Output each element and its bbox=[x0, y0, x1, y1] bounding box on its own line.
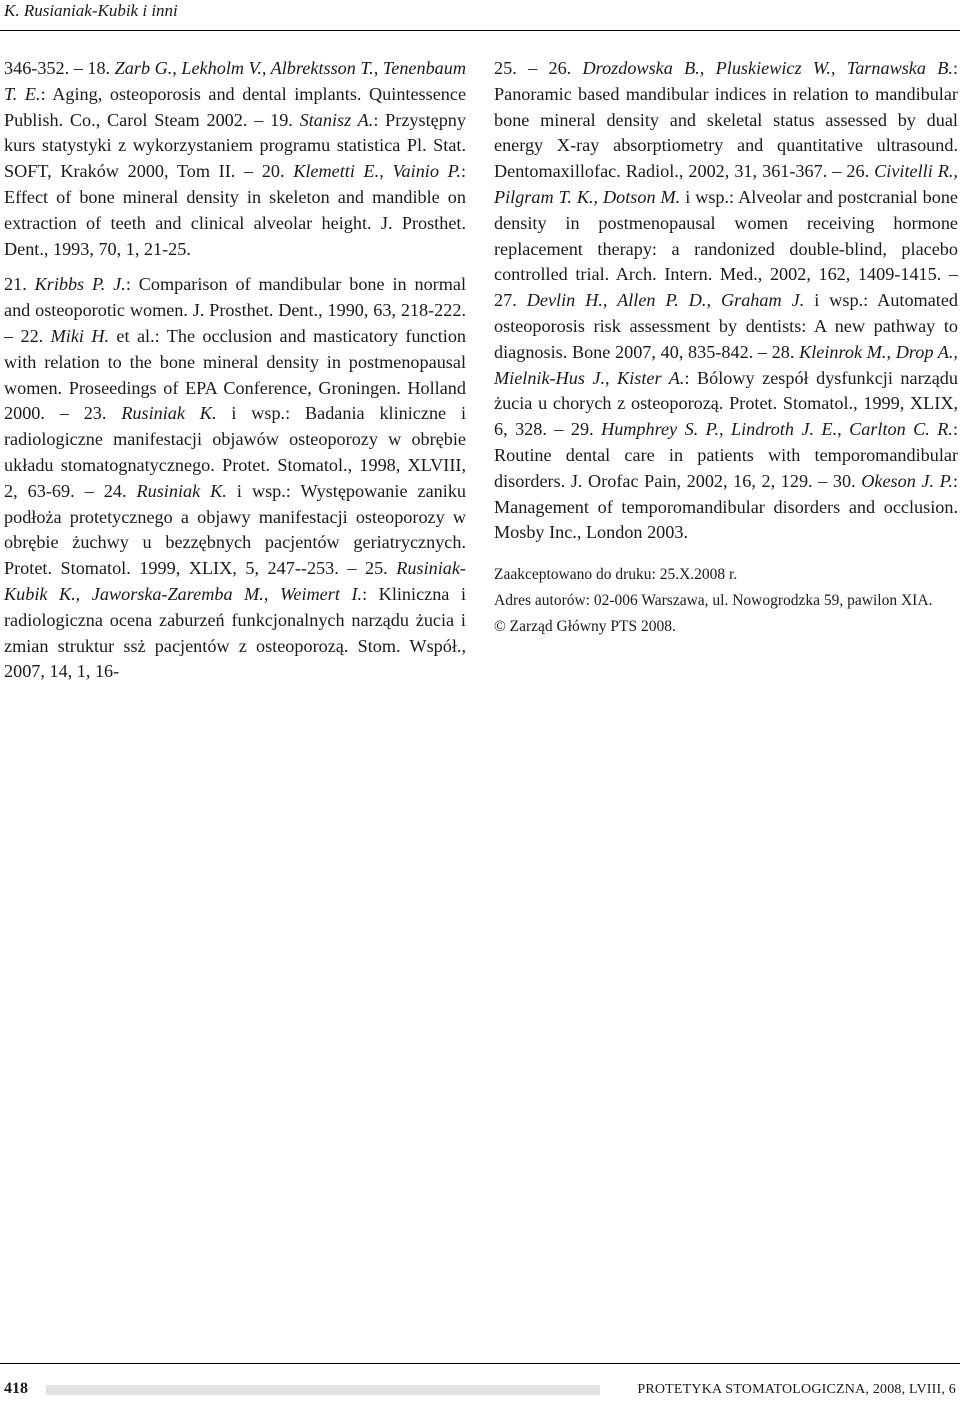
reference-text: i wsp.: Badania kliniczne i radiologiczne manifestacji objawów osteoporozy w obrębie układu stomatognatycznego. Protet. Stomatol., 1998, XLVIII, 2, 63-69. – 24. bbox=[4, 403, 467, 501]
references-paragraph-1 bbox=[4, 56, 466, 262]
reference-text: : Comparison of mandibular bone in normal and osteoporotic women. J. Prosthet. Dent., 1990, 63, 218-222. – 22. bbox=[4, 274, 466, 346]
acceptance-note: Zaakceptowano do druku: 25.X.2008 r. bbox=[494, 566, 738, 584]
footer-divider bbox=[0, 1363, 960, 1364]
article-notes bbox=[494, 562, 958, 640]
reference-text: i wsp.: Automated osteoporosis risk assessment by dentists: A new pathway to diagnosis. Bone 2007, 40, 835-842. – 28. bbox=[494, 290, 958, 362]
reference-authors: Kleinrok M., Drop A., Mielnik-Hus J., Kister A. bbox=[494, 341, 958, 388]
header-divider bbox=[0, 30, 960, 31]
reference-text: i wsp.: Występowanie zaniku podłoża protetycznego a objawy manifestacji osteoporozy w obrębie żuchwy u bezzębnych pacjentów geriatrycznych. Protet. Stomatol. 1999, XLIX, 5, 247--253. – 25. bbox=[4, 480, 467, 579]
reference-authors: Zarb G., Lekholm V., Albrektsson T., Tenenbaum T. E. bbox=[4, 58, 466, 104]
reference-text: et al.: The occlusion and masticatory function with relation to the bone mineral density in postmenopausal women. Proseedings of EPA Conference, Groningen. Holland 2000. – 23. bbox=[4, 325, 467, 424]
reference-text: i wsp.: Alveolar and postcranial bone density in postmenopausal women receiving hormone replacement therapy: a randonized double-blind, placebo controlled trial. Arch. Intern. Med., 2002, 162, 1409-1415. – 27. bbox=[494, 186, 958, 311]
reference-authors: Civitelli R., Pilgram T. K., Dotson M. bbox=[494, 161, 958, 207]
reference-authors: Devlin H., Allen P. D., Graham J. bbox=[526, 290, 805, 311]
reference-text: 346-352. – 18. bbox=[4, 58, 115, 78]
reference-authors: Kribbs P. J. bbox=[34, 274, 126, 295]
reference-text: : Bólowy zespół dysfunkcji narządu żucia u chorych z osteoporozą. Protet. Stomatol., 1999, XLIX, 6, 328. – 29. bbox=[494, 367, 958, 440]
reference-text: : Kliniczna i radiologiczna ocena zaburzeń funkcjonalnych narządu żucia i zmian struktur ssż pacjentów z osteoporozą. Stom. Współ., 2007, 14, 1, 16- bbox=[4, 583, 466, 682]
reference-text: : Routine dental care in patients with temporomandibular disorders. J. Orofac Pain, 2002, 16, 2, 129. – 30. bbox=[494, 419, 958, 491]
references-paragraph-2 bbox=[4, 272, 466, 685]
running-header-author: K. Rusianiak-Kubik i inni bbox=[4, 1, 178, 20]
reference-text: : Panoramic based mandibular indices in relation to mandibular bone mineral density and skeletal status assessed by dual energy X-ray absorptiometry and quantitative ultrasound. Dentomaxillofac. Radiol., 2002, 31, 361-367. – 26. bbox=[494, 58, 958, 182]
references-paragraph-3 bbox=[494, 56, 958, 546]
reference-authors: Humphrey S. P., Lindroth J. E., Carlton C. R. bbox=[601, 419, 953, 440]
reference-authors: Stanisz A. bbox=[299, 109, 374, 130]
authors-address: Adres autorów: 02-006 Warszawa, ul. Nowogrodzka 59, pawilon XIA. bbox=[494, 592, 933, 610]
reference-authors: Rusiniak K. bbox=[121, 403, 217, 424]
reference-text: 25. – 26. bbox=[494, 58, 583, 78]
right-column bbox=[494, 56, 958, 640]
reference-authors: Rusiniak K. bbox=[136, 480, 227, 501]
reference-authors: Drozdowska B., Pluskiewicz W., Tarnawska B. bbox=[582, 58, 953, 78]
footer-decorative-bar bbox=[46, 1385, 600, 1395]
reference-authors: Miki H. bbox=[50, 325, 110, 346]
reference-text: : Przystępny kurs statystyki z wykorzystaniem programu statistica Pl. Stat. SOFT, Kraków 2000, Tom II. – 20. bbox=[4, 109, 466, 182]
page-number: 418 bbox=[4, 1380, 28, 1397]
reference-text: : Aging, osteoporosis and dental implants. Quintessence Publish. Co., Carol Steam 2002. – 19. bbox=[4, 83, 467, 130]
copyright-note: © Zarząd Główny PTS 2008. bbox=[494, 618, 676, 636]
reference-authors: Okeson J. P. bbox=[861, 470, 953, 491]
journal-name: PROTETYKA STOMATOLOGICZNA, 2008, LVIII, 6 bbox=[637, 1382, 956, 1397]
left-column bbox=[4, 56, 466, 685]
reference-text: 21. bbox=[4, 274, 35, 295]
reference-authors: Klemetti E., Vainio P. bbox=[293, 161, 461, 182]
reference-text: : Management of temporomandibular disorders and occlusion. Mosby Inc., London 2003. bbox=[494, 470, 959, 543]
reference-text: : Effect of bone mineral density in skeleton and mandible on extraction of teeth and clinical alveolar height. J. Prosthet. Dent., 1993, 70, 1, 21-25. bbox=[4, 161, 466, 259]
reference-authors: Rusiniak-Kubik K., Jaworska-Zaremba M., Weimert I. bbox=[4, 558, 466, 604]
